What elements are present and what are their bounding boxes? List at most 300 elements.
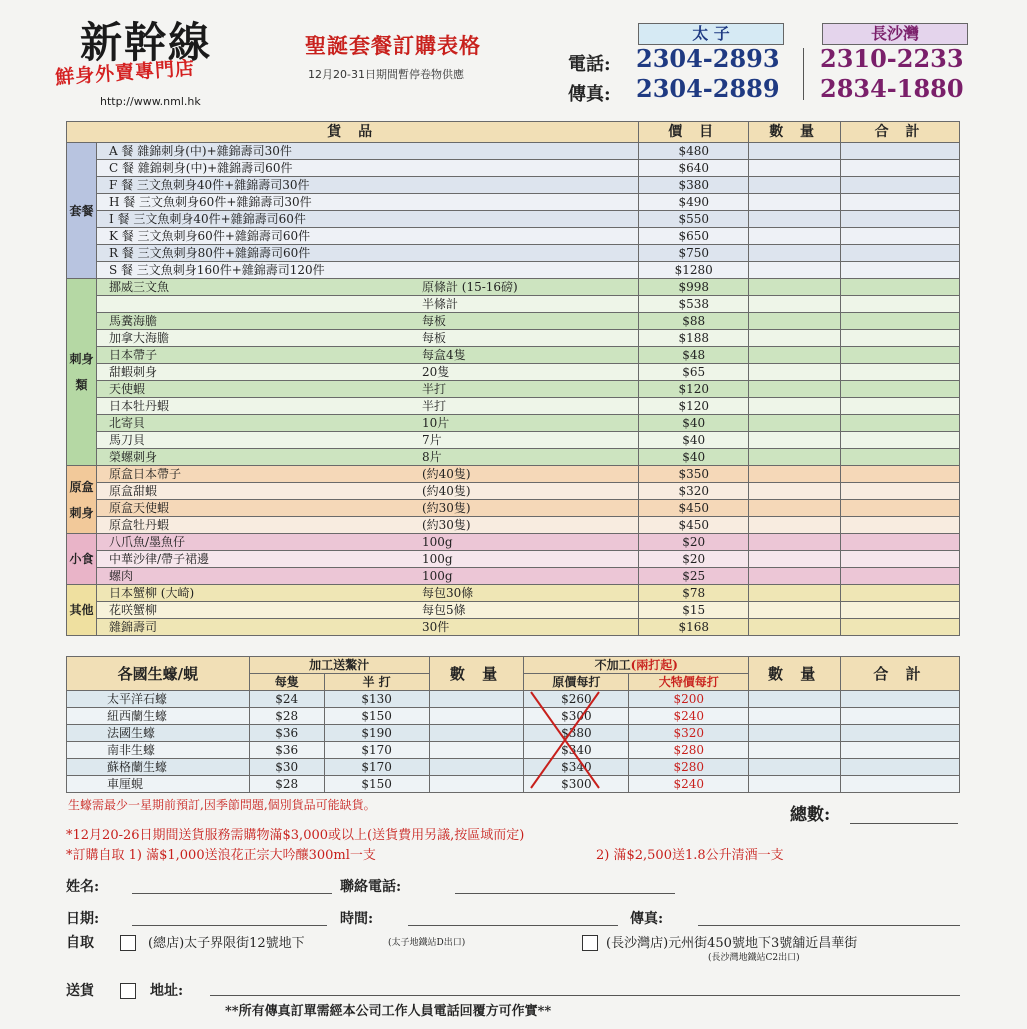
item-total-cell[interactable] <box>841 585 960 602</box>
item-total-cell[interactable] <box>841 602 960 619</box>
oyster-note: 生蠔需最少一星期前預訂,因季節問題,個別貨品可能缺貨。 <box>68 798 376 812</box>
oyster-special-price: $240 <box>629 708 749 725</box>
oyster-table <box>66 656 960 793</box>
branch-name-cheungshawan: 長沙灣 <box>822 23 968 45</box>
tel-cheungshawan: 2310-2233 <box>820 44 964 73</box>
item-label: 北寄貝 <box>108 416 145 430</box>
menu-table <box>66 121 960 636</box>
oyster-qty-input[interactable] <box>429 742 524 759</box>
menu-row <box>67 449 960 466</box>
item-total-cell[interactable] <box>841 211 960 228</box>
item-qty-input[interactable] <box>749 245 841 262</box>
menu-row <box>67 279 960 296</box>
oyster-row <box>67 759 960 776</box>
oyster-half-price: $190 <box>324 725 429 742</box>
item-price: $78 <box>639 585 749 602</box>
fax-label: 傳真: <box>568 84 611 105</box>
item-total-cell[interactable] <box>841 381 960 398</box>
item-qty-input[interactable] <box>749 364 841 381</box>
menu-row <box>67 432 960 449</box>
item-total-cell[interactable] <box>841 398 960 415</box>
oyster-qty2-input[interactable] <box>749 742 841 759</box>
item-spec: 半打 <box>421 399 446 413</box>
item-qty-input[interactable] <box>749 449 841 466</box>
oyster-title: 各國生蠔/蜆 <box>67 657 250 691</box>
item-label <box>101 297 109 311</box>
item-spec: 每盒4隻 <box>421 348 466 362</box>
item-price: $15 <box>639 602 749 619</box>
item-spec: 每板 <box>421 331 446 345</box>
item-spec: 30件 <box>421 620 450 634</box>
item-label: 中華沙律/帶子裙邊 <box>108 552 209 566</box>
oyster-name: 蘇格蘭生蠔 <box>67 759 250 776</box>
item-price: $450 <box>639 500 749 517</box>
crossed-out-prices <box>525 690 605 790</box>
item-name <box>96 143 638 160</box>
item-price: $450 <box>639 517 749 534</box>
item-price: $65 <box>639 364 749 381</box>
item-name <box>96 279 638 296</box>
pickup-checkbox-shop2[interactable] <box>582 932 598 951</box>
item-qty-input[interactable] <box>749 347 841 364</box>
oyster-row <box>67 725 960 742</box>
item-price: $48 <box>639 347 749 364</box>
shop2-note: (長沙灣地鐵站C2出口) <box>708 953 800 963</box>
shop2-address: (長沙灣店)元州街450號地下3號舖近昌華街 <box>606 936 858 951</box>
item-name <box>96 194 638 211</box>
item-spec: 半打 <box>421 382 446 396</box>
menu-row <box>67 500 960 517</box>
fax-cheungshawan: 2834-1880 <box>820 74 964 103</box>
oyster-qty2-input[interactable] <box>749 759 841 776</box>
item-price: $538 <box>639 296 749 313</box>
item-qty-input[interactable] <box>749 585 841 602</box>
phone-field[interactable] <box>455 892 675 894</box>
item-spec: 7片 <box>421 433 442 447</box>
oyster-name: 太平洋石蠔 <box>67 691 250 708</box>
item-qty-input[interactable] <box>749 228 841 245</box>
item-name <box>96 500 638 517</box>
oyster-special-price: $240 <box>629 776 749 793</box>
item-label: 螺肉 <box>108 569 133 583</box>
item-total-cell[interactable] <box>841 330 960 347</box>
item-total-cell[interactable] <box>841 143 960 160</box>
item-spec: 每包5條 <box>421 603 466 617</box>
item-price: $25 <box>639 568 749 585</box>
oyster-each-price: $24 <box>249 691 324 708</box>
menu-row <box>67 330 960 347</box>
oyster-qty2-input[interactable] <box>749 725 841 742</box>
item-qty-input[interactable] <box>749 551 841 568</box>
item-qty-input[interactable] <box>749 160 841 177</box>
item-name <box>96 211 638 228</box>
item-total-cell[interactable] <box>841 177 960 194</box>
item-price: $1280 <box>639 262 749 279</box>
item-name <box>96 330 638 347</box>
pickup-note-1: *訂購自取 1) 滿$1,000送浪花正宗大吟釀300ml一支 <box>66 848 376 863</box>
item-qty-input[interactable] <box>749 313 841 330</box>
item-qty-input[interactable] <box>749 415 841 432</box>
oyster-each-price: $28 <box>249 776 324 793</box>
date-label: 日期: <box>66 911 100 927</box>
half-dozen-header: 半 打 <box>324 674 429 691</box>
oyster-row <box>67 708 960 725</box>
item-total-cell[interactable] <box>841 619 960 636</box>
oyster-orig-price: $300 <box>524 708 629 725</box>
menu-row <box>67 296 960 313</box>
item-qty-input[interactable] <box>749 534 841 551</box>
unprocessed-note: (兩打起) <box>630 658 678 672</box>
item-label: 榮螺刺身 <box>108 450 157 464</box>
item-label: I 餐 三文魚刺身40件+雜錦壽司60件 <box>108 212 306 226</box>
header-total: 合 計 <box>841 122 960 143</box>
item-label: 日本牡丹蝦 <box>108 399 169 413</box>
item-name <box>96 245 638 262</box>
processed-header: 加工送鰲汁 <box>249 657 429 674</box>
item-price: $120 <box>639 398 749 415</box>
item-label: H 餐 三文魚刺身60件+雜錦壽司30件 <box>108 195 312 209</box>
item-name <box>96 381 638 398</box>
item-name <box>96 534 638 551</box>
item-price: $40 <box>639 449 749 466</box>
website-link[interactable]: http://www.nml.hk <box>100 95 201 108</box>
oyster-qty2-input[interactable] <box>749 776 841 793</box>
shop1-address: (總店)太子界限街12號地下 <box>148 936 305 951</box>
item-total-cell[interactable] <box>841 483 960 500</box>
item-name <box>96 568 638 585</box>
item-name <box>96 398 638 415</box>
special-price-header: 大特價每打 <box>629 674 749 691</box>
item-total-cell[interactable] <box>841 517 960 534</box>
item-total-cell[interactable] <box>841 415 960 432</box>
item-qty-input[interactable] <box>749 177 841 194</box>
item-qty-input[interactable] <box>749 568 841 585</box>
form-subtitle: 12月20-31日期間暫停卷物供應 <box>308 68 464 81</box>
menu-row <box>67 364 960 381</box>
item-qty-input[interactable] <box>749 211 841 228</box>
item-label: 原盒天使蝦 <box>108 501 169 515</box>
form-title: 聖誕套餐訂購表格 <box>305 33 481 58</box>
item-label: 原盒牡丹蝦 <box>108 518 169 532</box>
item-label: 天使蝦 <box>108 382 145 396</box>
item-label: 原盒甜蝦 <box>108 484 157 498</box>
item-label: 花咲蟹柳 <box>108 603 157 617</box>
item-total-cell[interactable] <box>841 347 960 364</box>
oyster-total-cell[interactable] <box>841 776 960 793</box>
item-price: $168 <box>639 619 749 636</box>
item-spec: 100g <box>421 535 453 549</box>
item-total-cell[interactable] <box>841 313 960 330</box>
item-qty-input[interactable] <box>749 143 841 160</box>
oyster-total-cell[interactable] <box>841 759 960 776</box>
item-label: 八爪魚/墨魚仔 <box>108 535 185 549</box>
date-field[interactable] <box>132 924 327 926</box>
menu-row <box>67 398 960 415</box>
item-label: 馬刀貝 <box>108 433 145 447</box>
oyster-qty2-input[interactable] <box>749 708 841 725</box>
oyster-orig-price: $340 <box>524 742 629 759</box>
category-label: 其他 <box>67 585 97 636</box>
menu-row <box>67 262 960 279</box>
menu-row <box>67 602 960 619</box>
item-qty-input[interactable] <box>749 194 841 211</box>
menu-row <box>67 466 960 483</box>
item-spec: 20隻 <box>421 365 450 379</box>
menu-row <box>67 619 960 636</box>
menu-row <box>67 415 960 432</box>
item-name <box>96 262 638 279</box>
menu-row <box>67 551 960 568</box>
oyster-each-price: $30 <box>249 759 324 776</box>
fax-prince: 2304-2889 <box>636 74 780 103</box>
item-total-cell[interactable] <box>841 432 960 449</box>
item-qty-input[interactable] <box>749 466 841 483</box>
item-spec: 100g <box>421 552 453 566</box>
item-name <box>96 517 638 534</box>
oyster-half-price: $150 <box>324 708 429 725</box>
menu-row <box>67 534 960 551</box>
menu-row <box>67 347 960 364</box>
item-name <box>96 551 638 568</box>
oyster-name: 法國生蠔 <box>67 725 250 742</box>
item-qty-input[interactable] <box>749 602 841 619</box>
item-name <box>96 177 638 194</box>
brand-tagline: 鮮身外賣專門店 <box>54 57 196 89</box>
oyster-orig-price: $380 <box>524 725 629 742</box>
item-price: $480 <box>639 143 749 160</box>
oyster-orig-price: $340 <box>524 759 629 776</box>
oyster-each-price: $36 <box>249 725 324 742</box>
item-total-cell[interactable] <box>841 534 960 551</box>
item-label: C 餐 雜錦刺身(中)+雜錦壽司60件 <box>108 161 293 175</box>
item-name <box>96 296 638 313</box>
item-name <box>96 364 638 381</box>
item-label: 馬糞海膽 <box>108 314 157 328</box>
per-each-header: 每隻 <box>249 674 324 691</box>
item-total-cell[interactable] <box>841 279 960 296</box>
menu-row <box>67 177 960 194</box>
item-total-cell[interactable] <box>841 449 960 466</box>
item-qty-input[interactable] <box>749 296 841 313</box>
item-label: 雜錦壽司 <box>108 620 157 634</box>
oyster-each-price: $28 <box>249 708 324 725</box>
item-spec: (約40隻) <box>421 467 471 481</box>
item-total-cell[interactable] <box>841 194 960 211</box>
menu-row <box>67 143 960 160</box>
item-total-cell[interactable] <box>841 500 960 517</box>
oyster-qty-header: 數 量 <box>429 657 524 691</box>
orig-price-header: 原價每打 <box>524 674 629 691</box>
oyster-row <box>67 776 960 793</box>
menu-row <box>67 211 960 228</box>
category-label: 套餐 <box>67 143 97 279</box>
item-spec: 每包30條 <box>421 586 474 600</box>
item-name <box>96 160 638 177</box>
item-price: $550 <box>639 211 749 228</box>
item-spec: (約30隻) <box>421 501 471 515</box>
pickup-note-2: 2) 滿$2,500送1.8公升清酒一支 <box>596 848 784 863</box>
item-total-cell[interactable] <box>841 551 960 568</box>
unprocessed-header: 不加工 <box>594 658 631 672</box>
total-label: 總數: <box>790 805 831 825</box>
name-field[interactable] <box>132 892 332 894</box>
item-name <box>96 449 638 466</box>
item-price: $88 <box>639 313 749 330</box>
item-spec: 每板 <box>421 314 446 328</box>
menu-row <box>67 585 960 602</box>
item-name <box>96 585 638 602</box>
item-price: $380 <box>639 177 749 194</box>
fax-field[interactable] <box>698 924 960 926</box>
item-label: K 餐 三文魚刺身60件+雜錦壽司60件 <box>108 229 311 243</box>
oyster-qty-input[interactable] <box>429 776 524 793</box>
time-label: 時間: <box>340 911 374 927</box>
delivery-note: *12月20-26日期間送貨服務需購物滿$3,000或以上(送貨費用另議,按區域而定) <box>66 828 525 843</box>
item-qty-input[interactable] <box>749 517 841 534</box>
item-price: $120 <box>639 381 749 398</box>
footer-note: **所有傳真訂單需經本公司工作人員電話回覆方可作實** <box>225 1004 552 1019</box>
item-total-cell[interactable] <box>841 296 960 313</box>
oyster-total-cell[interactable] <box>841 691 960 708</box>
item-price: $40 <box>639 432 749 449</box>
item-name <box>96 347 638 364</box>
oyster-total-cell[interactable] <box>841 708 960 725</box>
item-qty-input[interactable] <box>749 381 841 398</box>
total-line[interactable] <box>850 822 958 824</box>
tel-prince: 2304-2893 <box>636 44 780 73</box>
oyster-qty2-input[interactable] <box>749 691 841 708</box>
header-price: 價 目 <box>639 122 749 143</box>
oyster-half-price: $170 <box>324 759 429 776</box>
item-price: $490 <box>639 194 749 211</box>
menu-row <box>67 245 960 262</box>
item-price: $650 <box>639 228 749 245</box>
item-label: A 餐 雜錦刺身(中)+雜錦壽司30件 <box>108 144 292 158</box>
item-spec: 8片 <box>421 450 442 464</box>
menu-row <box>67 160 960 177</box>
oyster-name: 車厘蜆 <box>67 776 250 793</box>
item-label: S 餐 三文魚刺身160件+雜錦壽司120件 <box>108 263 325 277</box>
item-qty-input[interactable] <box>749 483 841 500</box>
oyster-total-header: 合 計 <box>841 657 960 691</box>
oyster-qty2-header: 數 量 <box>749 657 841 691</box>
name-label: 姓名: <box>66 879 100 895</box>
item-qty-input[interactable] <box>749 432 841 449</box>
oyster-name: 南非生蠔 <box>67 742 250 759</box>
item-label: 原盒日本帶子 <box>108 467 181 481</box>
item-price: $640 <box>639 160 749 177</box>
item-name <box>96 466 638 483</box>
oyster-special-price: $200 <box>629 691 749 708</box>
item-spec: (約40隻) <box>421 484 471 498</box>
oyster-special-price: $280 <box>629 742 749 759</box>
menu-row <box>67 568 960 585</box>
item-qty-input[interactable] <box>749 279 841 296</box>
item-spec: 10片 <box>421 416 450 430</box>
delivery-label: 送貨 <box>66 983 94 999</box>
menu-row <box>67 517 960 534</box>
item-qty-input[interactable] <box>749 619 841 636</box>
item-name <box>96 483 638 500</box>
item-qty-input[interactable] <box>749 500 841 517</box>
oyster-special-price: $320 <box>629 725 749 742</box>
item-spec: 原條計 (15-16磅) <box>421 280 518 294</box>
address-label: 地址: <box>150 983 184 999</box>
fax-field-label: 傳真: <box>630 911 664 927</box>
oyster-qty-input[interactable] <box>429 708 524 725</box>
time-field[interactable] <box>408 924 618 926</box>
pickup-label: 自取 <box>66 935 94 951</box>
item-total-cell[interactable] <box>841 228 960 245</box>
item-price: $350 <box>639 466 749 483</box>
header-divider <box>803 48 804 100</box>
oyster-total-cell[interactable] <box>841 742 960 759</box>
item-total-cell[interactable] <box>841 568 960 585</box>
item-total-cell[interactable] <box>841 466 960 483</box>
item-price: $188 <box>639 330 749 347</box>
item-price: $998 <box>639 279 749 296</box>
item-qty-input[interactable] <box>749 330 841 347</box>
category-label: 小食 <box>67 534 97 585</box>
item-total-cell[interactable] <box>841 160 960 177</box>
category-label: 原盒刺身 <box>67 466 97 534</box>
brand-logo: 新幹線 <box>80 18 213 67</box>
category-label: 刺身類 <box>67 279 97 466</box>
item-total-cell[interactable] <box>841 262 960 279</box>
item-label: F 餐 三文魚刺身40件+雜錦壽司30件 <box>108 178 310 192</box>
menu-row <box>67 194 960 211</box>
oyster-row <box>67 691 960 708</box>
menu-row <box>67 483 960 500</box>
item-name <box>96 432 638 449</box>
item-price: $320 <box>639 483 749 500</box>
item-name <box>96 415 638 432</box>
item-label: R 餐 三文魚刺身80件+雜錦壽司60件 <box>108 246 311 260</box>
item-total-cell[interactable] <box>841 364 960 381</box>
item-qty-input[interactable] <box>749 262 841 279</box>
shop1-note: (太子地鐵站D出口) <box>388 938 466 948</box>
branch-name-prince: 太 子 <box>638 23 784 45</box>
oyster-qty-input[interactable] <box>429 759 524 776</box>
menu-row <box>67 313 960 330</box>
item-label: 加拿大海膽 <box>108 331 169 345</box>
item-qty-input[interactable] <box>749 398 841 415</box>
delivery-checkbox[interactable] <box>120 980 136 999</box>
address-field[interactable] <box>210 994 960 996</box>
item-name <box>96 619 638 636</box>
oyster-name: 紐西蘭生蠔 <box>67 708 250 725</box>
pickup-checkbox-shop1[interactable] <box>120 932 136 951</box>
item-label: 日本蟹柳 (大崎) <box>108 586 195 600</box>
oyster-orig-price: $260 <box>524 691 629 708</box>
oyster-qty-input[interactable] <box>429 691 524 708</box>
item-label: 挪威三文魚 <box>108 280 169 294</box>
item-price: $40 <box>639 415 749 432</box>
item-label: 日本帶子 <box>108 348 157 362</box>
item-name <box>96 602 638 619</box>
oyster-half-price: $170 <box>324 742 429 759</box>
oyster-qty-input[interactable] <box>429 725 524 742</box>
item-total-cell[interactable] <box>841 245 960 262</box>
item-spec: 100g <box>421 569 453 583</box>
item-price: $20 <box>639 534 749 551</box>
item-label: 甜蝦刺身 <box>108 365 157 379</box>
oyster-half-price: $130 <box>324 691 429 708</box>
header-qty: 數 量 <box>749 122 841 143</box>
oyster-total-cell[interactable] <box>841 725 960 742</box>
phone-label: 聯絡電話: <box>340 879 402 895</box>
item-name <box>96 228 638 245</box>
